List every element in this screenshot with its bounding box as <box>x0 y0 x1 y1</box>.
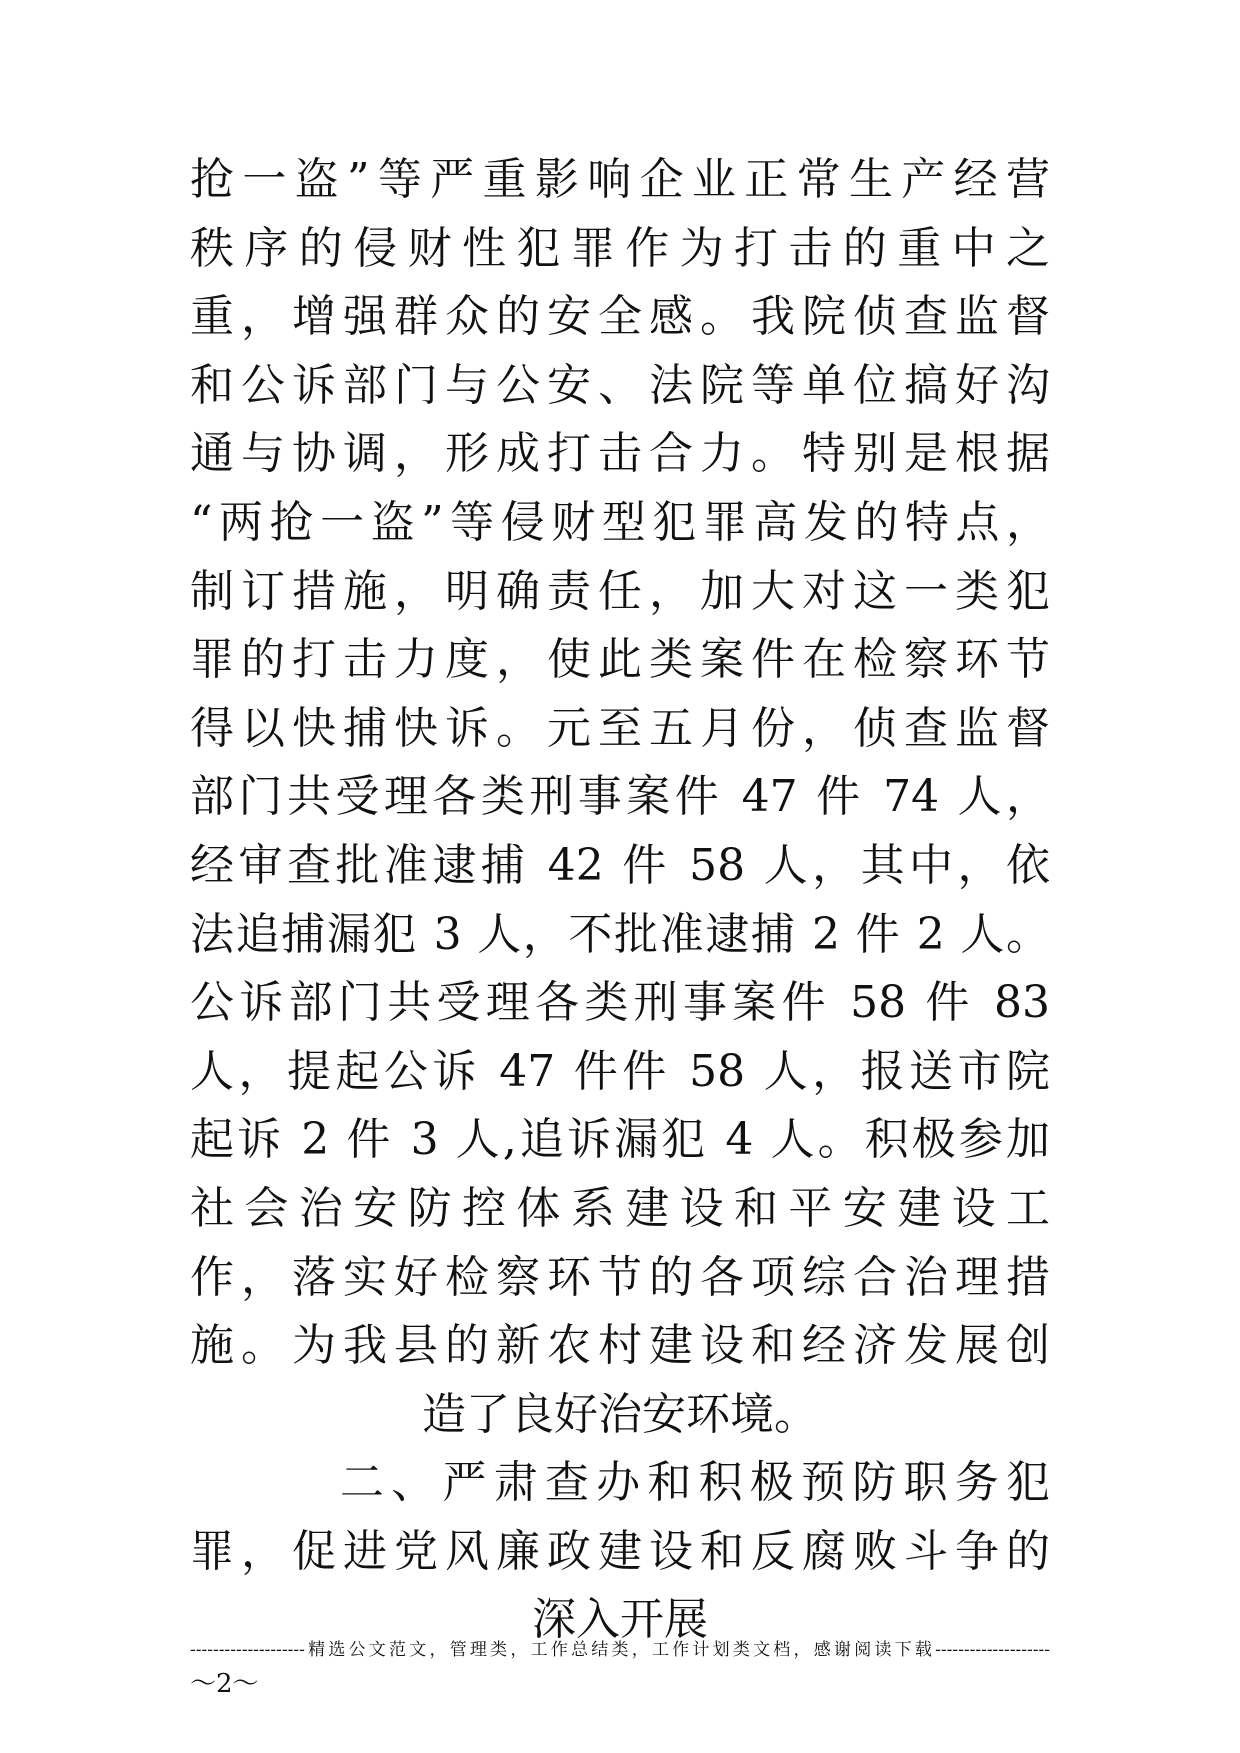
body-text <box>190 146 1050 1655</box>
text-line: 部门共受理各类刑事案件 47 件 74 人， <box>190 771 1050 823</box>
text-line: 人，提起公诉 47 件件 58 人，报送市院 <box>190 1045 1050 1097</box>
text-line: 通与协调，形成打击合力。特别是根据 <box>190 428 1050 480</box>
text-line: 重，增强群众的安全感。我院侦查监督 <box>190 291 1050 343</box>
text-line: 社会治安防控体系建设和平安建设工 <box>190 1182 1050 1234</box>
text-line: 经审查批准逮捕 42 件 58 人，其中，依 <box>190 839 1050 891</box>
text-line: 起诉 2 件 3 人,追诉漏犯 4 人。积极参加 <box>190 1114 1050 1166</box>
section-heading-line: 二、严肃查办和积极预防职务犯 <box>340 1457 1050 1509</box>
text-line: 秩序的侵财性犯罪作为打击的重中之 <box>190 222 1050 274</box>
text-line: 罪的打击力度，使此类案件在检察环节 <box>190 634 1050 686</box>
text-line: 法追捕漏犯 3 人，不批准逮捕 2 件 2 人。 <box>190 908 1050 960</box>
section-heading-line: 深入开展 <box>532 1594 708 1646</box>
text-line: 抢一盗”等严重影响企业正常生产经营 <box>190 154 1050 205</box>
text-line: 和公诉部门与公安、法院等单位搞好沟 <box>190 359 1050 411</box>
text-line: 造了良好治安环境。 <box>422 1388 818 1440</box>
section-heading-line: 罪，促进党风廉政建设和反腐败斗争的 <box>190 1525 1050 1577</box>
page-number: ～2～ <box>190 1669 259 1699</box>
text-line: 得以快捕快诉。元至五月份，侦查监督 <box>190 702 1050 754</box>
text-line: “两抢一盗”等侵财型犯罪高发的特点， <box>190 496 1050 548</box>
text-line: 制订措施，明确责任，加大对这一类犯 <box>190 565 1050 617</box>
text-line: 公诉部门共受理各类刑事案件 58 件 83 <box>190 977 1050 1029</box>
text-line: 施。为我县的新农村建设和经济发展创 <box>190 1320 1050 1372</box>
text-line: 作，落实好检察环节的各项综合治理措 <box>190 1251 1050 1303</box>
footer-note: --------------------精选公文范文，管理类，工作总结类，工作计划类文档，感谢阅读下载-------------------- <box>190 1640 1050 1660</box>
